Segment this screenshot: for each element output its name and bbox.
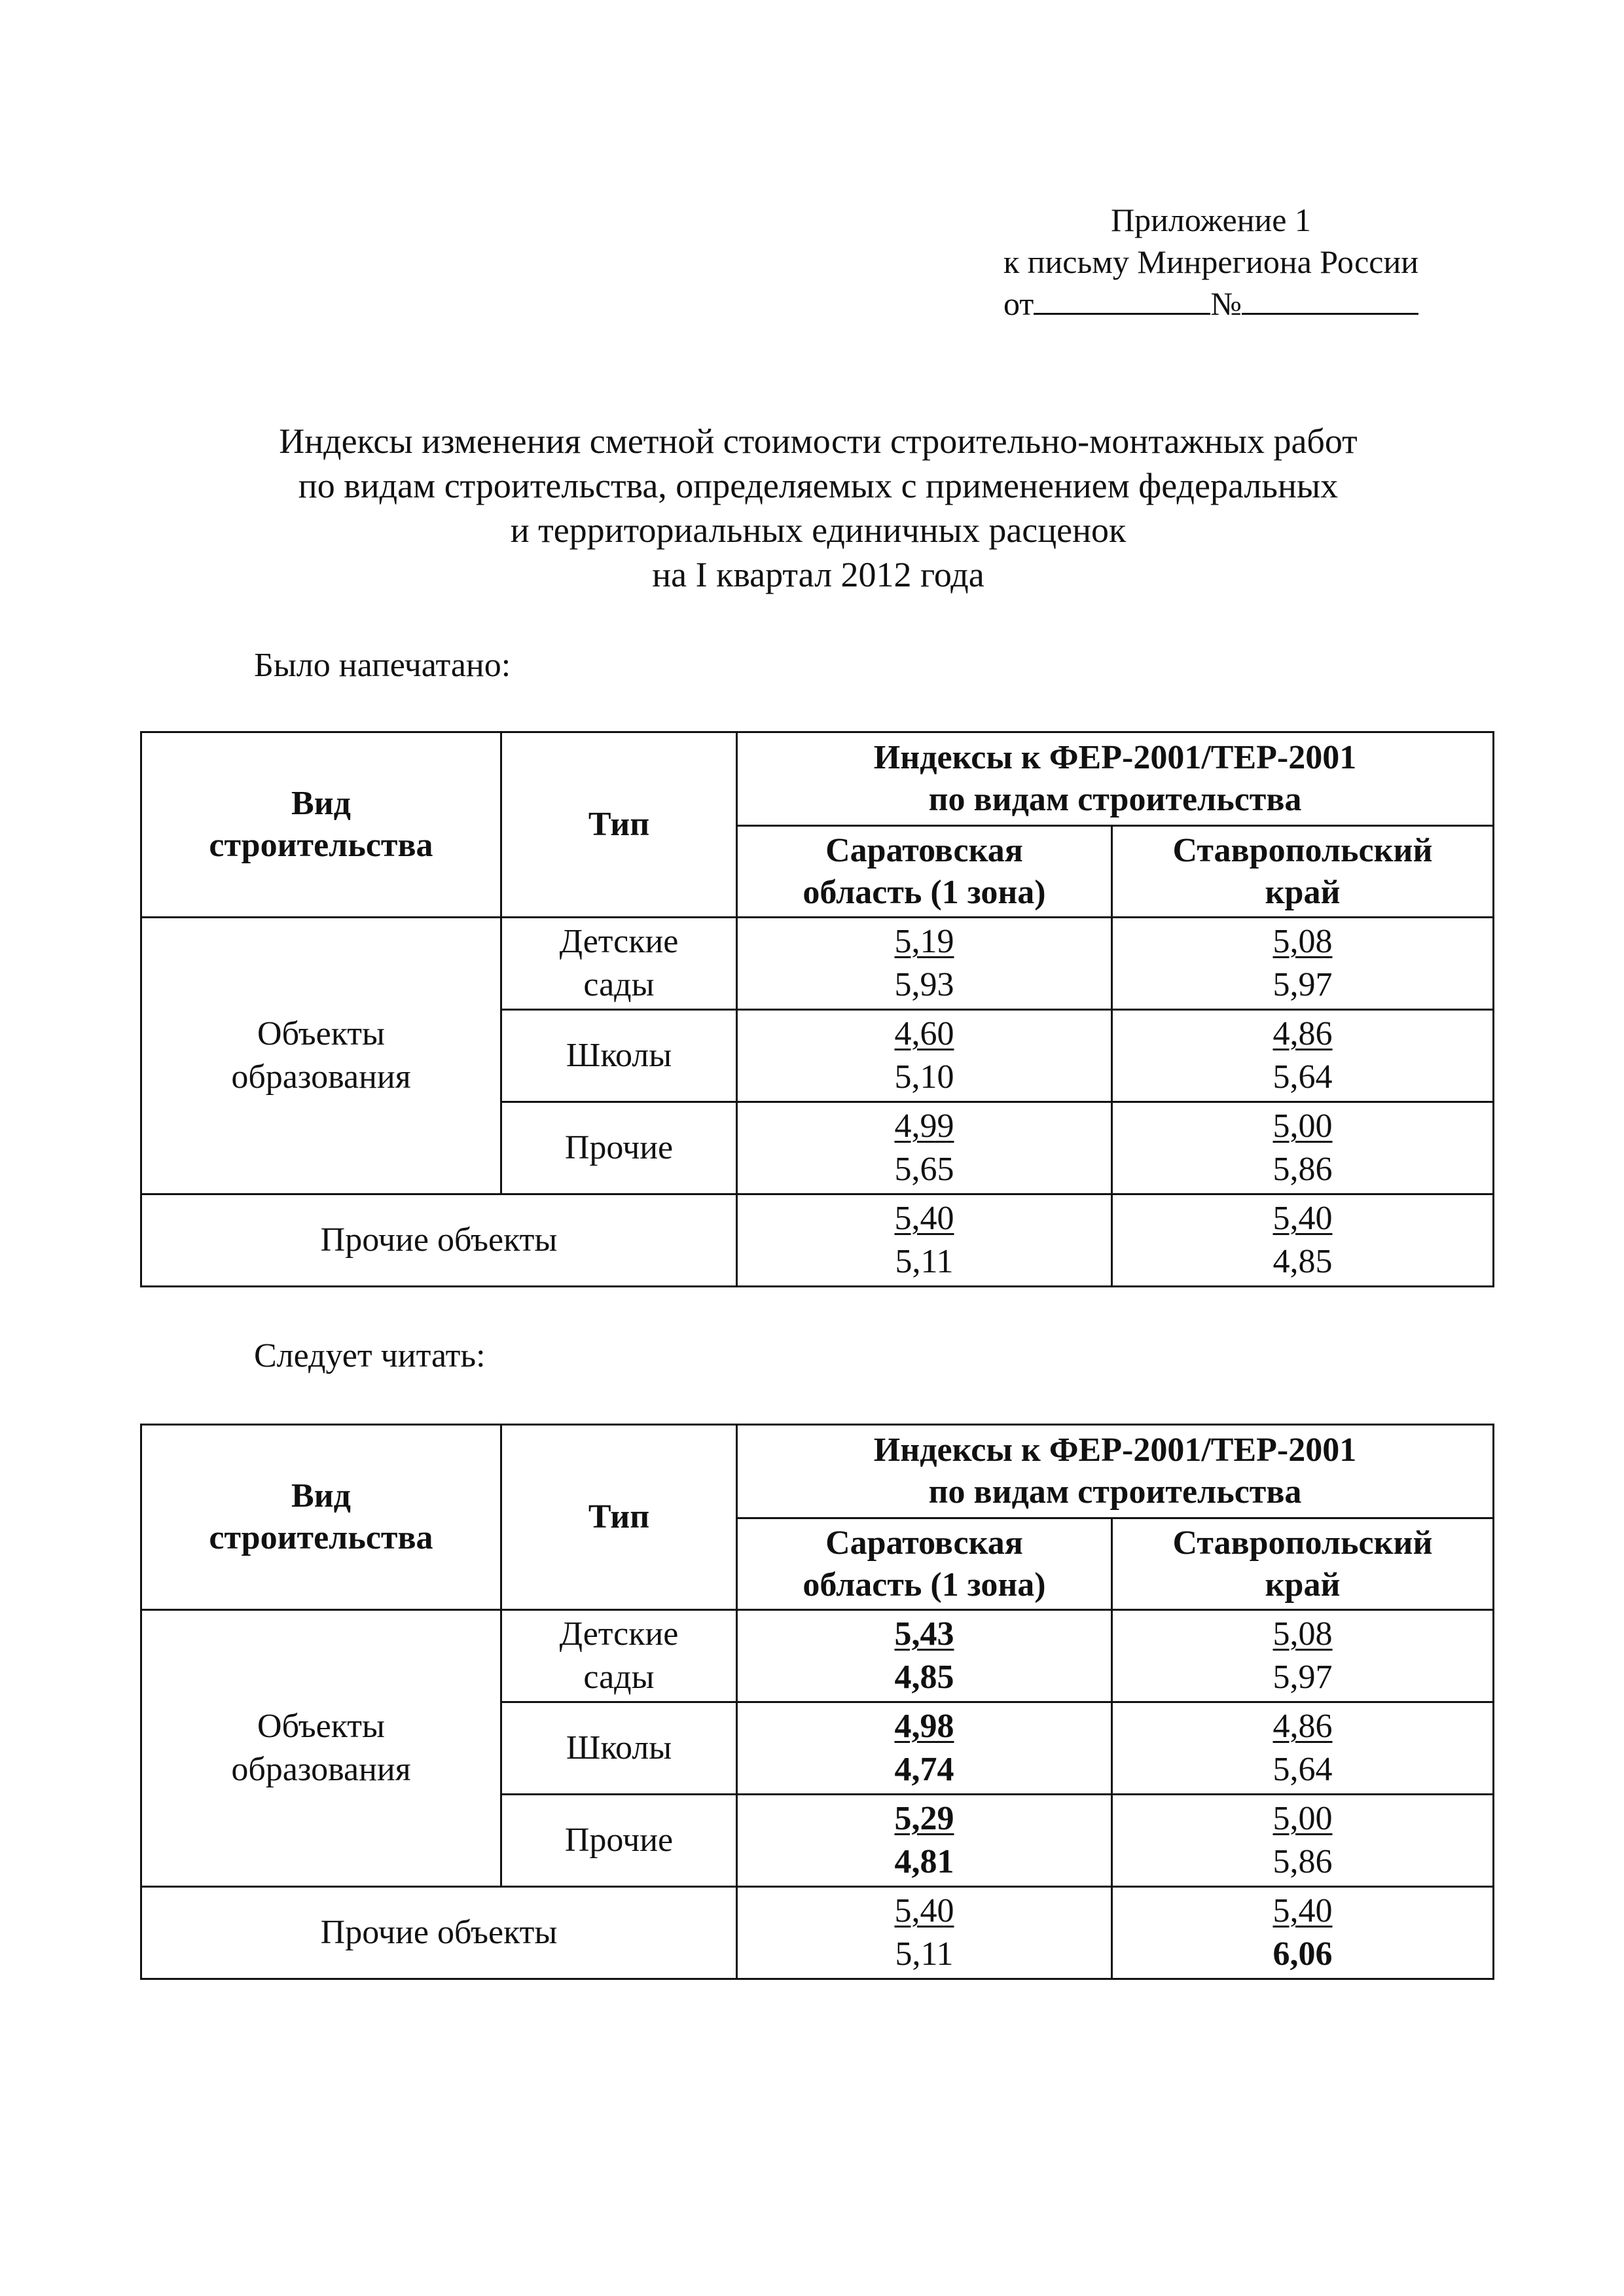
cell-saratov bbox=[737, 1194, 1112, 1287]
index-value: 5,64 bbox=[1272, 1751, 1333, 1788]
annex-number-label: № bbox=[1210, 285, 1242, 322]
row-label-other-type: Прочие bbox=[501, 1102, 737, 1194]
index-value: 5,11 bbox=[895, 1935, 954, 1973]
table-row bbox=[141, 1194, 1494, 1287]
cell-saratov bbox=[737, 1887, 1112, 1979]
index-value: 5,08 bbox=[1272, 923, 1333, 960]
cell-saratov bbox=[737, 1795, 1112, 1887]
cell-stavropol bbox=[1112, 1102, 1494, 1194]
table-row bbox=[141, 918, 1494, 1010]
row-label-kindergartens: Детские сады bbox=[501, 918, 737, 1010]
header-type: Тип bbox=[501, 732, 737, 918]
index-value: 4,99 bbox=[894, 1107, 954, 1145]
cell-stavropol bbox=[1112, 1610, 1494, 1702]
number-blank-line bbox=[1242, 287, 1418, 315]
title-line-2: по видам строительства, определяемых с применением федеральных bbox=[298, 466, 1339, 505]
cell-stavropol bbox=[1112, 1194, 1494, 1287]
corrected-caption: Следует читать: bbox=[254, 1337, 486, 1374]
cell-saratov bbox=[737, 918, 1112, 1010]
cell-saratov bbox=[737, 1010, 1112, 1102]
index-value: 4,86 bbox=[1272, 1015, 1333, 1052]
corrected-index-table bbox=[140, 1424, 1494, 1980]
date-blank-line bbox=[1034, 287, 1210, 315]
table-row bbox=[141, 1887, 1494, 1979]
cell-stavropol bbox=[1112, 1010, 1494, 1102]
annex-letter-ref: к письму Минрегиона России bbox=[1003, 243, 1419, 280]
annex-date-number bbox=[995, 283, 1427, 325]
annex-block bbox=[995, 199, 1427, 325]
header-construction-kind: Вид строительства bbox=[141, 1425, 501, 1610]
table-row bbox=[141, 1610, 1494, 1702]
index-value: 5,64 bbox=[1272, 1058, 1333, 1096]
cell-saratov bbox=[737, 1102, 1112, 1194]
title-line-4: на I квартал 2012 года bbox=[652, 555, 984, 594]
title-line-1: Индексы изменения сметной стоимости строительно-монтажных работ bbox=[279, 422, 1358, 461]
index-value-corrected: 6,06 bbox=[1272, 1935, 1333, 1973]
header-saratov: Саратовская область (1 зона) bbox=[737, 1518, 1112, 1610]
cell-stavropol bbox=[1112, 918, 1494, 1010]
annex-from-label: от bbox=[1003, 285, 1034, 322]
printed-caption: Было напечатано: bbox=[254, 647, 511, 684]
header-stavropol: Ставропольский край bbox=[1112, 826, 1494, 918]
index-value: 5,00 bbox=[1272, 1107, 1333, 1145]
index-value-corrected: 4,74 bbox=[894, 1751, 954, 1788]
cell-stavropol bbox=[1112, 1702, 1494, 1795]
header-type: Тип bbox=[501, 1425, 737, 1610]
index-value: 5,93 bbox=[894, 966, 954, 1003]
row-label-education: Объекты образования bbox=[141, 1610, 501, 1887]
row-label-education: Объекты образования bbox=[141, 918, 501, 1194]
index-value: 5,86 bbox=[1272, 1843, 1333, 1880]
row-label-schools: Школы bbox=[501, 1702, 737, 1795]
header-index-group: Индексы к ФЕР-2001/ТЕР-2001 по видам строительства bbox=[737, 1425, 1494, 1518]
header-construction-kind: Вид строительства bbox=[141, 732, 501, 918]
index-value: 4,60 bbox=[894, 1015, 954, 1052]
title-line-3: и территориальных единичных расценок bbox=[510, 511, 1127, 550]
index-value: 5,40 bbox=[894, 1200, 954, 1237]
index-value: 5,65 bbox=[894, 1151, 954, 1188]
index-value: 5,97 bbox=[1272, 1659, 1333, 1696]
index-value-corrected: 4,85 bbox=[894, 1659, 954, 1696]
cell-saratov bbox=[737, 1702, 1112, 1795]
cell-stavropol bbox=[1112, 1887, 1494, 1979]
index-value: 5,10 bbox=[894, 1058, 954, 1096]
index-value: 5,08 bbox=[1272, 1615, 1333, 1653]
index-value: 5,00 bbox=[1272, 1800, 1333, 1837]
row-label-other-type: Прочие bbox=[501, 1795, 737, 1887]
index-value-corrected: 4,81 bbox=[894, 1843, 954, 1880]
row-label-kindergartens: Детские сады bbox=[501, 1610, 737, 1702]
header-saratov: Саратовская область (1 зона) bbox=[737, 826, 1112, 918]
index-value: 5,40 bbox=[1272, 1200, 1333, 1237]
printed-index-table bbox=[140, 731, 1494, 1287]
index-value: 5,97 bbox=[1272, 966, 1333, 1003]
row-label-other-objects: Прочие объекты bbox=[141, 1887, 737, 1979]
cell-stavropol bbox=[1112, 1795, 1494, 1887]
cell-saratov bbox=[737, 1610, 1112, 1702]
header-index-group: Индексы к ФЕР-2001/ТЕР-2001 по видам строительства bbox=[737, 732, 1494, 826]
index-value: 4,85 bbox=[1272, 1243, 1333, 1280]
document-title bbox=[164, 419, 1473, 597]
index-value: 4,86 bbox=[1272, 1708, 1333, 1745]
header-stavropol: Ставропольский край bbox=[1112, 1518, 1494, 1610]
index-value-corrected: 5,29 bbox=[894, 1800, 954, 1837]
row-label-schools: Школы bbox=[501, 1010, 737, 1102]
index-value-corrected: 5,43 bbox=[894, 1615, 954, 1653]
index-value: 5,19 bbox=[894, 923, 954, 960]
row-label-other-objects: Прочие объекты bbox=[141, 1194, 737, 1287]
index-value-corrected: 4,98 bbox=[894, 1708, 954, 1745]
index-value: 5,40 bbox=[1272, 1892, 1333, 1929]
index-value: 5,11 bbox=[895, 1243, 954, 1280]
index-value: 5,86 bbox=[1272, 1151, 1333, 1188]
index-value: 5,40 bbox=[894, 1892, 954, 1929]
annex-title: Приложение 1 bbox=[1111, 202, 1311, 238]
